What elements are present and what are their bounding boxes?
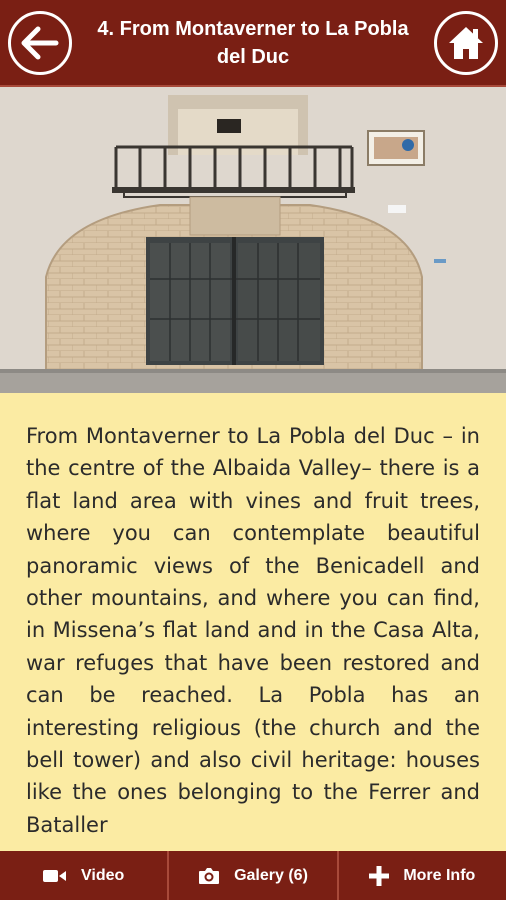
video-camera-icon bbox=[43, 868, 67, 884]
home-button[interactable] bbox=[434, 11, 498, 75]
back-button[interactable] bbox=[8, 11, 72, 75]
hero-photo bbox=[0, 87, 506, 393]
page-title: 4. From Montaverner to La Pobla del Duc bbox=[97, 17, 409, 68]
gallery-label: Galery (6) bbox=[234, 866, 308, 884]
camera-icon bbox=[198, 867, 220, 885]
more-info-label: More Info bbox=[403, 866, 476, 884]
description-text: From Montaverner to La Pobla del Duc – in the centre of the Albaida Valley– there is a flat land area with vines and fruit trees, where you can contemplate beautiful panoramic views of the Benicadell and other mountains, and where you can find, in Missena’s flat land and in the Casa Alta, war refuges that have been restored and can be reached. La Pobla has an interesting religious (the church and the bell tower) and also civil heritage: houses like the ones belonging to the Ferrer and Bataller bbox=[26, 424, 480, 837]
plus-icon bbox=[369, 866, 389, 886]
video-button[interactable] bbox=[0, 851, 169, 900]
app-header bbox=[0, 0, 506, 87]
bottom-action-bar bbox=[0, 851, 506, 900]
description-panel bbox=[0, 393, 506, 851]
more-info-button[interactable] bbox=[339, 851, 506, 900]
gallery-button[interactable] bbox=[169, 851, 338, 900]
video-label: Video bbox=[81, 866, 125, 884]
arrow-left-icon bbox=[21, 26, 59, 60]
home-icon bbox=[446, 24, 486, 62]
